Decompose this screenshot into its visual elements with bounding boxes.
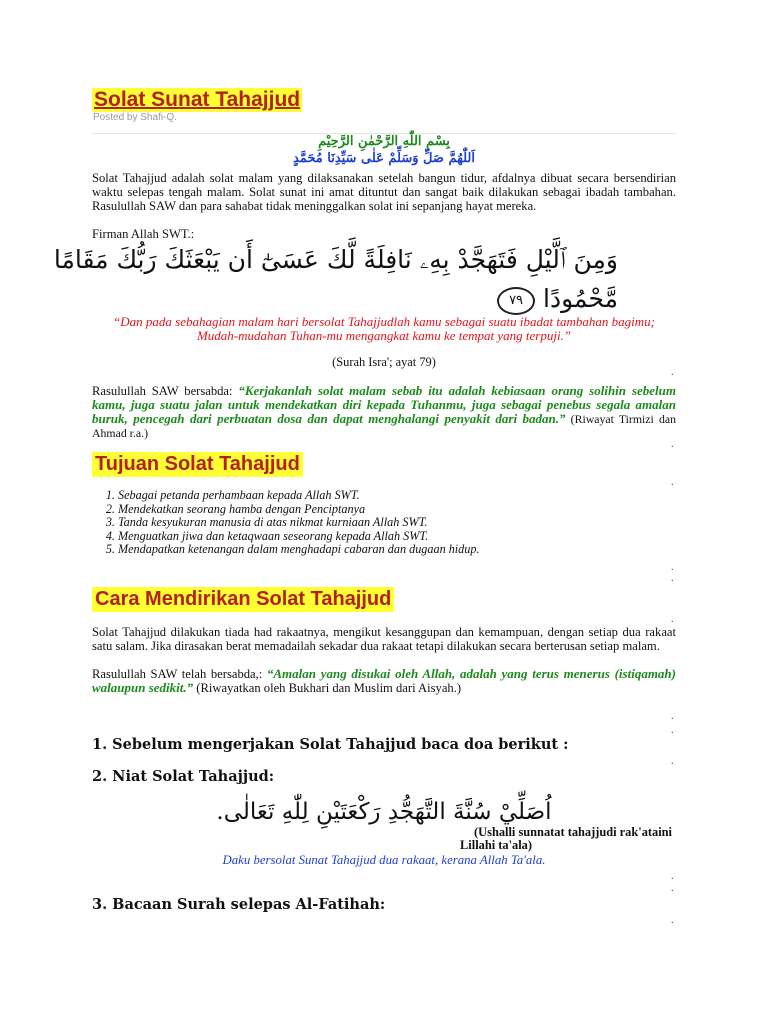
dot-marker: . [671,367,674,378]
hadith1-paragraph [92,384,676,440]
dot-marker: . [671,756,674,767]
hadith1-quote: “Kerjakanlah solat malam sebab itu adalah kebiasaan orang solihin sebelum kamu, juga suatu jalan untuk mendekatkan diri kepada Tuhanmu, juga sebagai penebus segala amalan buruk, pencegah dari perbuatan dosa dan dapat menghalangi penyakit dari badan.” [92,383,676,426]
list-item: 2. Mendekatkan seorang hamba dengan Penciptanya [118,503,676,517]
page-title: Solat Sunat Tahajjud [94,88,301,111]
section-cara-block [92,587,394,612]
step-3-heading: 3. Bacaan Surah selepas Al-Fatihah: [92,896,386,913]
niat-arabic: اُصَلِّيْ سُنَّةَ التَّهَجُّدِ رَكْعَتَيْنِ لِلّٰهِ تَعَالٰى. [216,799,552,825]
hadith2-intro: Rasulullah SAW telah bersabda,: [92,667,267,681]
dot-marker: . [671,871,674,882]
tujuan-list [92,489,676,557]
step-2-heading: 2. Niat Solat Tahajjud: [92,768,275,785]
ayat-reference: (Surah Isra'; ayat 79) [332,355,436,369]
list-item: 5. Mendapatkan ketenangan dalam menghadapi cabaran dan dugaan hidup. [118,543,676,557]
dot-marker: . [671,439,674,450]
dot-marker: . [671,725,674,736]
niat-latin-line-2: Lillahi ta'ala) [460,838,532,852]
selawat-text: اَللّٰهُمَّ صَلِّ وَسَلِّمْ عَلٰى سَيِّدِنَا مُحَمَّدٍ [293,151,475,166]
step-1-heading: 1. Sebelum mengerjakan Solat Tahajjud baca doa berikut : [92,736,569,753]
ayat-arabic-line-2-text: مَّحْمُودًا [543,284,618,313]
list-item: 3. Tanda kesyukuran manusia di atas nikmat kurniaan Allah SWT. [118,516,676,530]
firman-label: Firman Allah SWT.: [92,227,195,241]
hadith1-reference: (Riwayat Tirmizi dan Ahmad r.a.) [92,412,677,440]
ayat-number-badge [497,287,535,315]
hadith1-intro: Rasulullah SAW bersabda: [92,384,239,398]
ayat-number: ٧٩ [509,292,524,308]
hadith2-quote: “Amalan yang disukai oleh Allah, adalah yang terus menerus (istiqamah) walaupun sedikit.” [92,666,676,695]
section-cara-heading: Cara Mendirikan Solat Tahajjud [92,587,394,612]
dot-marker: . [671,614,674,625]
ayat-translation: “Dan pada sebahagian malam hari bersolat Tahajjudlah kamu sebagai suatu ibadat tambahan bagimu; Mudah-mudahan Tuhan-mu mengangkat kamu ke tempat yang terpuji.” [113,314,655,343]
tujuan-list-container [92,489,676,557]
dot-marker: . [671,573,674,584]
section-tujuan-heading: Tujuan Solat Tahajjud [92,452,303,477]
niat-latin-line-1: (Ushalli sunnatat tahajjudi rak'ataini [474,825,672,839]
hadith2-paragraph [92,667,676,695]
list-item: 4. Menguatkan jiwa dan ketaqwaan seseorang kepada Allah SWT. [118,530,676,544]
posted-by: Posted by Shafi-Q. [93,112,177,123]
list-item: 1. Sebagai petanda perhambaan kepada Allah SWT. [118,489,676,503]
ayat-arabic-line-1: وَمِنَ ٱلَّيْلِ فَتَهَجَّدْ بِهِۦ نَافِلَةً لَّكَ عَسَىٰٓ أَن يَبْعَثَكَ رَبُّكَ مَقَامًا [53,245,618,274]
niat-translation: Daku bersolat Sunat Tahajjud dua rakaat, kerana Allah Ta'ala. [222,853,546,867]
dot-marker: . [671,915,674,926]
section-tujuan-block [92,452,303,477]
ayat-arabic-line-2 [410,280,618,318]
basmalah-text: بِسْمِ اللّٰهِ الرَّحْمٰنِ الرَّحِيْمِ [318,134,450,149]
dot-marker: . [671,883,674,894]
dot-marker: . [671,562,674,573]
page-title-block [92,88,302,112]
hadith2-reference: (Riwayatkan oleh Bukhari dan Muslim dari Aisyah.) [193,681,462,695]
dot-marker: . [671,477,674,488]
cara-paragraph: Solat Tahajjud dilakukan tiada had rakaatnya, mengikut kesanggupan dan kemampuan, dengan setiap dua rakaat satu salam. Jika dirasakan berat memadailah sekadar dua rakaat tetapi dilakukan secara berterusan setiap malam. [92,625,676,653]
dot-marker: . [671,711,674,722]
intro-paragraph: Solat Tahajjud adalah solat malam yang dilaksanakan setelah bangun tidur, afdalnya dibuat secara bersendirian waktu selepas tengah malam. Solat sunat ini amat dituntut dan sangat baik dilakukan sebagai ibadah tambahan. Rasulullah SAW dan para sahabat tidak meninggalkan solat ini sepanjang hayat mereka. [92,171,676,213]
